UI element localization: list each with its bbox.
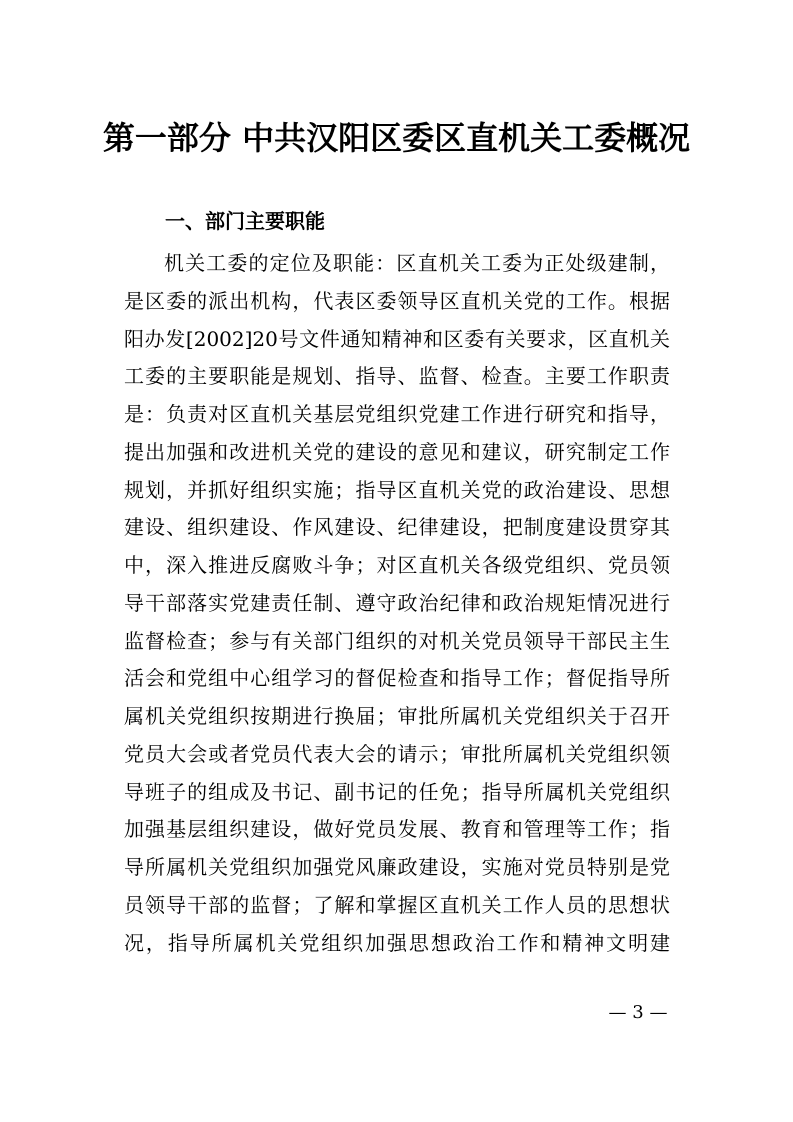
page-number: — 3 — bbox=[608, 1002, 668, 1023]
body-text bbox=[124, 245, 670, 962]
body-line: 加强基层组织建设，做好党员发展、教育和管理等工作；指 bbox=[124, 817, 670, 842]
body-line: 是区委的派出机构，代表区委领导区直机关党的工作。根据 bbox=[124, 288, 670, 313]
body-line: 导干部落实党建责任制、遵守政治纪律和政治规矩情况进行 bbox=[124, 590, 670, 615]
page-title: 第一部分 中共汉阳区委区直机关工委概况 bbox=[102, 119, 691, 157]
body-line: 是：负责对区直机关基层党组织党建工作进行研究和指导， bbox=[124, 402, 670, 426]
body-line: 活会和党组中心组学习的督促检查和指导工作；督促指导所 bbox=[124, 666, 670, 691]
body-line: 况，指导所属机关党组织加强思想政治工作和精神文明建 bbox=[124, 930, 670, 955]
section-heading: 一、部门主要职能 bbox=[165, 209, 325, 233]
body-line: 机关工委的定位及职能：区直机关工委为正处级建制， bbox=[164, 251, 670, 275]
body-line: 属机关党组织按期进行换届；审批所属机关党组织关于召开 bbox=[124, 704, 670, 728]
body-line: 阳办发[2002]20号文件通知精神和区委有关要求，区直机关 bbox=[124, 326, 670, 351]
body-line: 党员大会或者党员代表大会的请示；审批所属机关党组织领 bbox=[124, 741, 670, 766]
body-line: 中，深入推进反腐败斗争；对区直机关各级党组织、党员领 bbox=[124, 553, 670, 577]
body-line: 导班子的组成及书记、副书记的任免；指导所属机关党组织 bbox=[124, 779, 670, 804]
body-line: 建设、组织建设、作风建设、纪律建设，把制度建设贯穿其 bbox=[124, 515, 670, 540]
body-line: 工委的主要职能是规划、指导、监督、检查。主要工作职责 bbox=[124, 364, 670, 389]
body-line: 监督检查；参与有关部门组织的对机关党员领导干部民主生 bbox=[124, 628, 670, 653]
body-line: 规划，并抓好组织实施；指导区直机关党的政治建设、思想 bbox=[124, 477, 670, 502]
body-line: 提出加强和改进机关党的建设的意见和建议，研究制定工作 bbox=[124, 439, 670, 464]
body-line: 员领导干部的监督；了解和掌握区直机关工作人员的思想状 bbox=[124, 892, 670, 917]
body-line: 导所属机关党组织加强党风廉政建设，实施对党员特别是党 bbox=[124, 855, 670, 879]
